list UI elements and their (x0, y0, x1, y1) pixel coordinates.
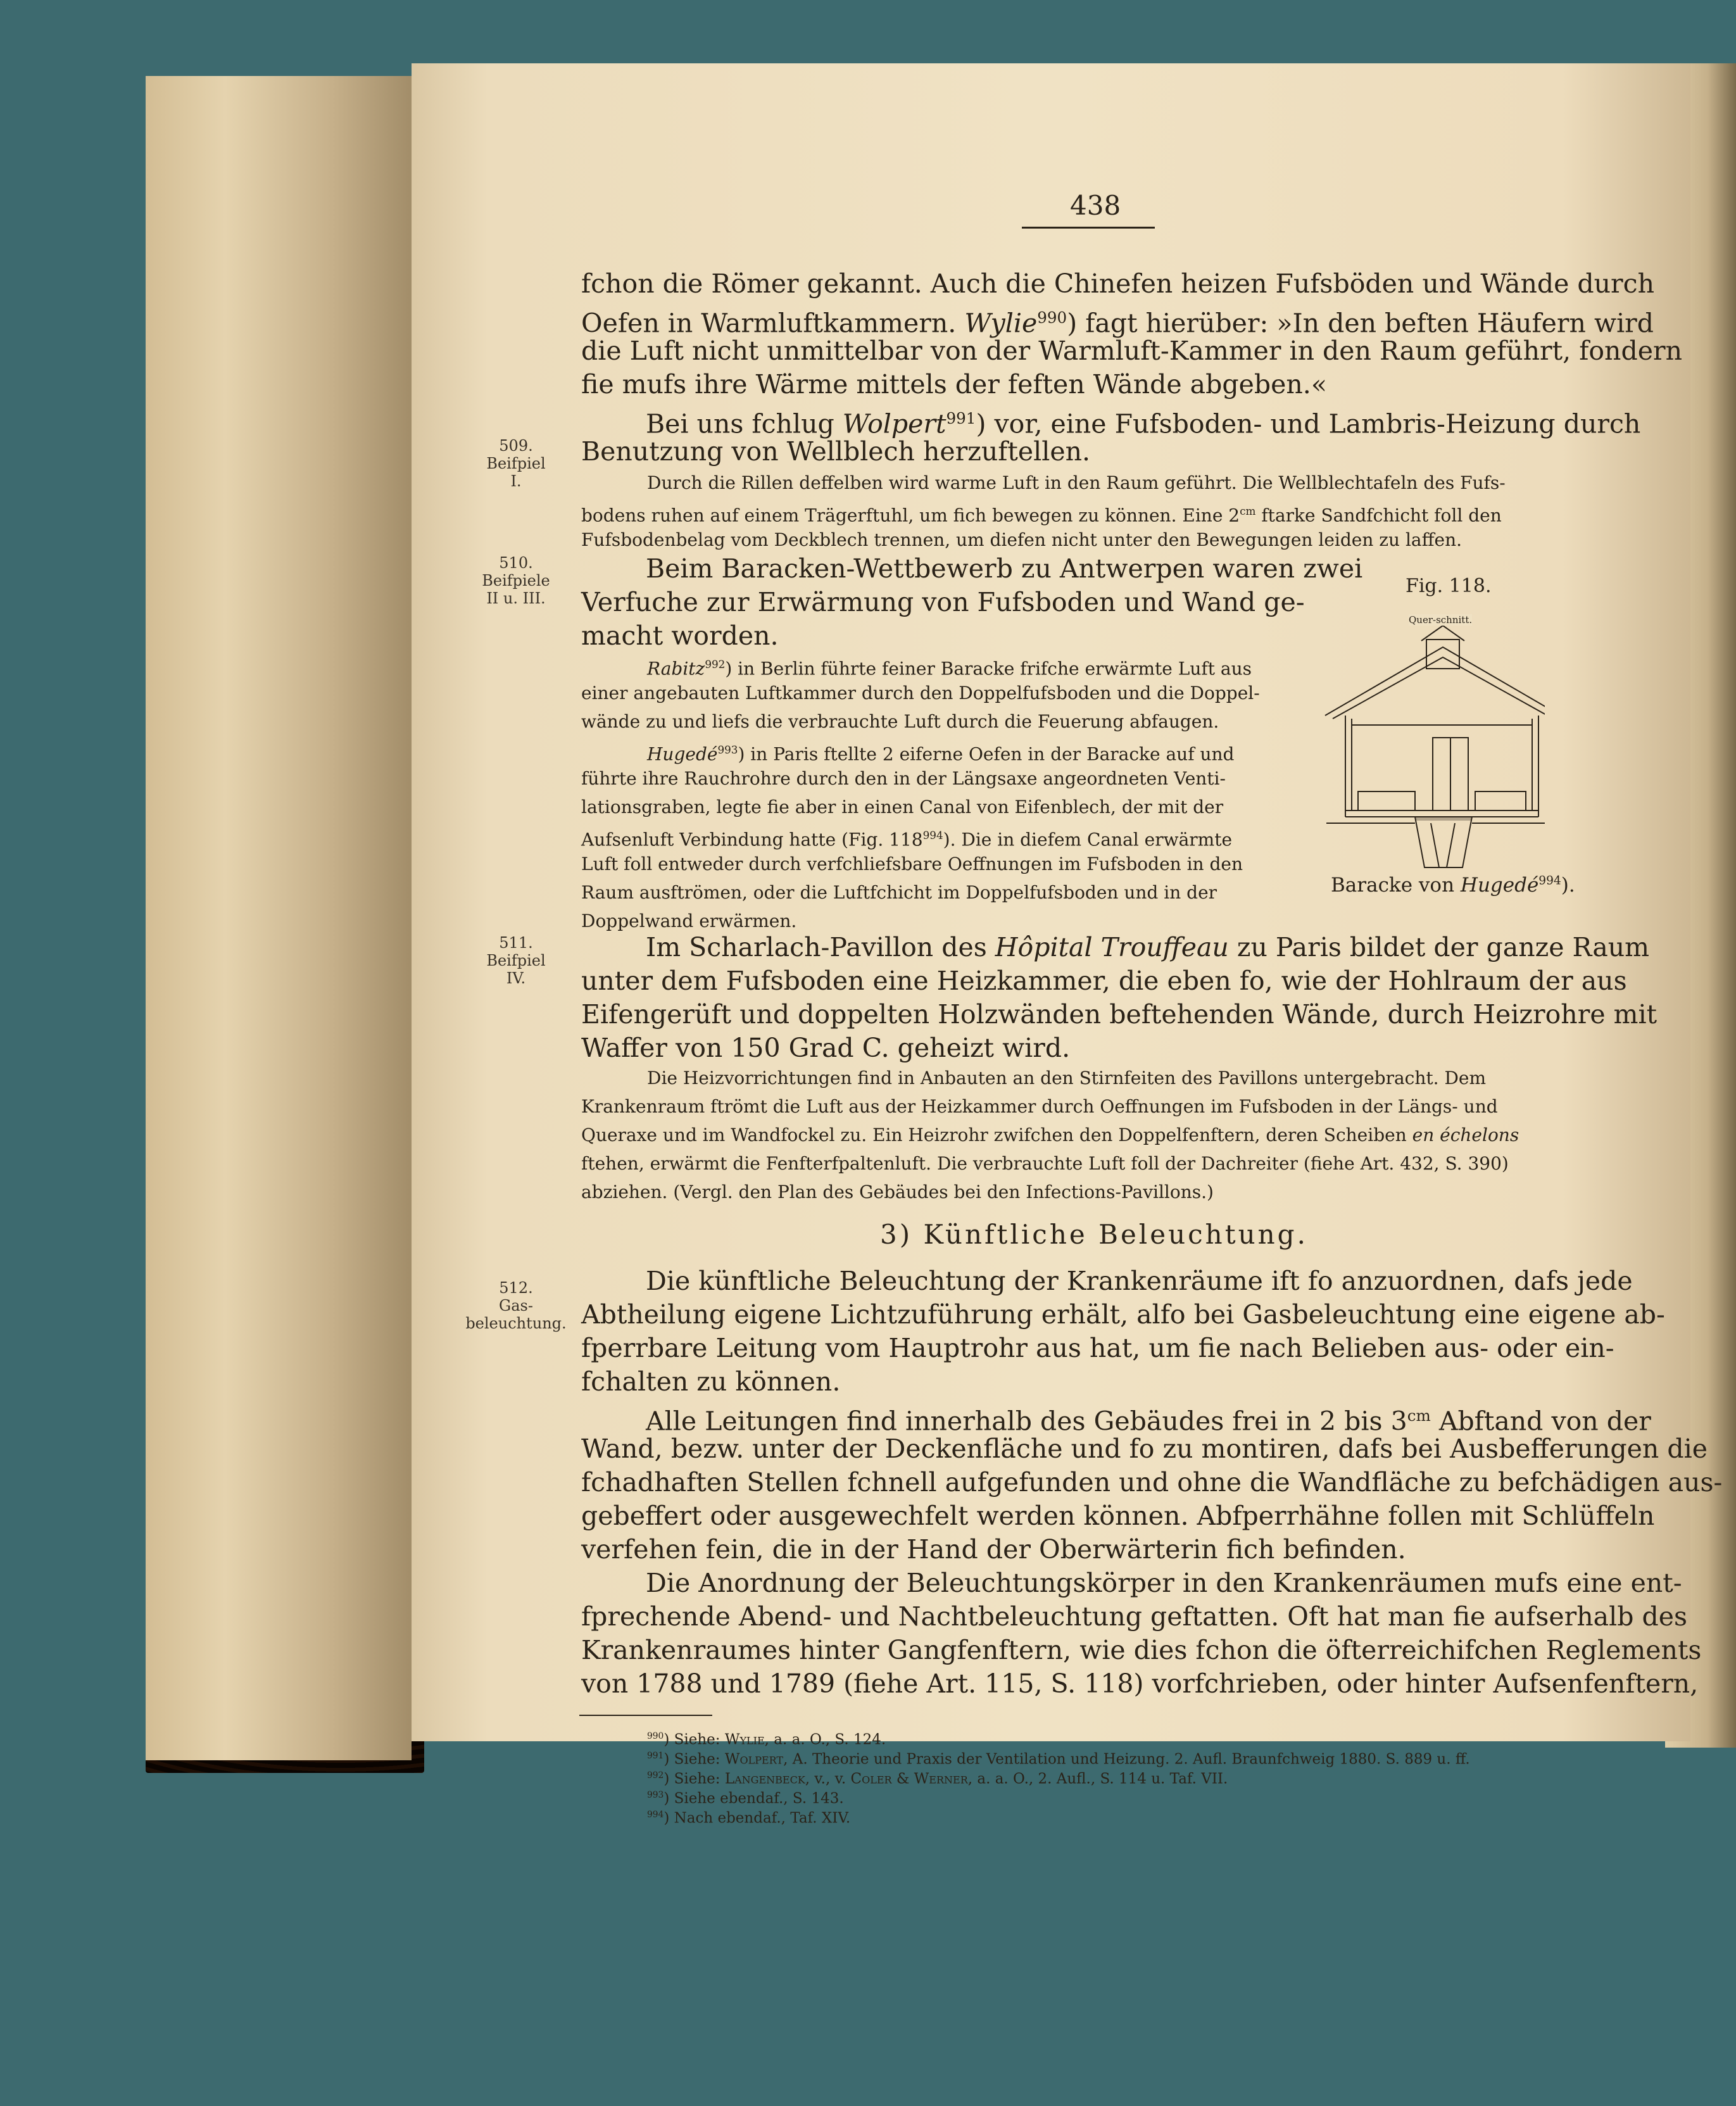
text-run: zu Paris bildet der ganze Raum (1228, 932, 1650, 962)
small-text-line: Raum ausftrömen, oder die Luftfchicht im Doppelfufsboden und in der (581, 882, 1217, 903)
text-run: Oefen in Warmluftkammern. (581, 308, 965, 339)
author-name: Werner (914, 1770, 968, 1788)
text-line: unter dem Fufsboden eine Heizkammer, die eben fo, wie der Hohlraum der aus (581, 966, 1627, 996)
text-line: Beim Baracken-Wettbewerb zu Antwerpen waren zwei (646, 553, 1363, 584)
author-name: Langenbeck (724, 1770, 805, 1788)
text-line: Eifengerüft und doppelten Holzwänden beftehenden Wände, durch Heizrohre mit (581, 999, 1657, 1030)
unit: cm (1407, 1406, 1431, 1425)
figure-caption-sup: 994 (1538, 874, 1561, 888)
text-line: fperrbare Leitung vom Hauptrohr aus hat, um fie nach Belieben aus- oder ein- (581, 1333, 1614, 1363)
text-line: macht worden. (581, 621, 779, 651)
text-line: fchon die Römer gekannt. Auch die Chinefen heizen Fufsböden und Wände durch (581, 268, 1655, 299)
text-line: Verfuche zur Erwärmung von Fufsboden und Wand ge- (581, 587, 1305, 617)
margin-note-label: Gas- (499, 1297, 533, 1315)
footnote-ref: 994 (922, 829, 943, 842)
text-run: ) fagt hierüber: »In den beften Häufern wird (1067, 308, 1654, 339)
margin-note-number: 509. (499, 437, 533, 455)
small-text-line (581, 821, 1232, 854)
footnote-number: 991 (647, 1751, 664, 1761)
barrack-cross-section-figure (1320, 608, 1545, 877)
text-line: Die künftliche Beleuchtung der Krankenräume ift fo anzuordnen, dafs jede (646, 1266, 1633, 1296)
small-text-line (581, 497, 1502, 529)
small-text-line: abziehen. (Vergl. den Plan des Gebäudes bei den Infections-Pavillons.) (581, 1182, 1214, 1202)
header-rule (1022, 227, 1155, 229)
text-run: & (891, 1770, 914, 1788)
text-run: , v., v. (805, 1770, 851, 1788)
text-line: verfehen fein, die in der Hand der Oberwärterin fich befinden. (581, 1534, 1406, 1565)
margin-note-label: Beifpiel (486, 455, 546, 472)
text-line: Die Anordnung der Beleuchtungskörper in den Krankenräumen mufs eine ent- (646, 1568, 1682, 1598)
margin-note-label: Beifpiele (482, 572, 550, 590)
small-text-line: einer angebauten Luftkammer durch den Doppelfufsboden und die Doppel- (581, 683, 1260, 703)
text-line: fie mufs ihre Wärme mittels der feften Wände abgeben.« (581, 369, 1327, 400)
text-run: ftarke Sandfchicht foll den (1255, 505, 1502, 526)
text-line: Krankenraumes hinter Gangfenftern, wie dies fchon die öfterreichifchen Reglements (581, 1635, 1702, 1665)
figure-caption-suffix: ). (1561, 874, 1575, 897)
small-text-line: Krankenraum ftrömt die Luft aus der Heizkammer durch Oeffnungen im Fufsboden in der Längs- und (581, 1096, 1498, 1117)
figure-caption (1331, 874, 1575, 897)
footnote-rule (579, 1715, 712, 1716)
text-line: die Luft nicht unmittelbar von der Warmluft-Kammer in den Raum geführt, fondern (581, 336, 1682, 366)
text-run: Alle Leitungen find innerhalb des Gebäudes frei in 2 bis 3 (646, 1406, 1407, 1437)
margin-note-512 (465, 1279, 567, 1332)
text-line: von 1788 und 1789 (fiehe Art. 115, S. 118) vorfchrieben, oder hinter Aufsenfenftern, (581, 1668, 1699, 1699)
author-name: Hugedé (647, 743, 718, 765)
text-run: ) Nach ebendaf., Taf. XIV. (664, 1810, 851, 1827)
text-line: Abtheilung eigene Lichtzuführung erhält, alfo bei Gasbeleuchtung eine eigene ab- (581, 1299, 1665, 1330)
text-run: , a. a. O., 2. Aufl., S. 114 u. Taf. VII. (967, 1770, 1228, 1788)
small-text-line: Die Heizvorrichtungen find in Anbauten an den Stirnfeiten des Pavillons untergebracht. Dem (647, 1068, 1487, 1088)
author-name: Rabitz (647, 658, 705, 679)
author-name: Wolpert (842, 408, 947, 439)
footnote-ref: 990 (1037, 308, 1067, 327)
text-run: ). Die in diefem Canal erwärmte (943, 829, 1233, 850)
text-run: ) Siehe: (664, 1731, 725, 1748)
margin-note-number: 510. (499, 554, 533, 572)
text-line: fchalten zu können. (581, 1366, 841, 1397)
page-number: 438 (1070, 190, 1121, 221)
footnote-ref: 992 (705, 658, 726, 671)
text-run: ) vor, eine Fufsboden- und Lambris-Heizung durch (976, 408, 1641, 439)
text-run: ) Siehe ebendaf., S. 143. (664, 1790, 844, 1807)
figure-caption-name: Hugedé (1460, 874, 1539, 897)
footnote-number: 993 (647, 1790, 664, 1800)
small-text-line: Fufsbodenbelag vom Deckblech trennen, um diefen nicht unter den Bewegungen leiden zu laffen. (581, 529, 1462, 550)
small-text-line: lationsgraben, legte fie aber in einen Canal von Eifenblech, der mit der (581, 797, 1224, 817)
margin-note-509 (472, 437, 560, 490)
text-line: fchadhaften Stellen fchnell aufgefunden und ohne die Wandfläche zu befchädigen aus- (581, 1467, 1723, 1498)
small-text-line (581, 1121, 1519, 1149)
foreign-phrase: en échelons (1412, 1125, 1519, 1145)
footnote-ref: 993 (717, 743, 738, 756)
footnote-994 (647, 1805, 850, 1829)
section-heading: 3) Künftliche Beleuchtung. (880, 1219, 1308, 1250)
footnote-number: 994 (647, 1810, 664, 1820)
author-name: Wolpert (724, 1751, 784, 1768)
small-text-line: ftehen, erwärmt die Fenfterfpaltenluft. Die verbrauchte Luft foll der Dachreiter (fiehe Art. 432, S. 390) (581, 1153, 1509, 1174)
small-text-line (647, 736, 1234, 768)
small-text-line (647, 650, 1252, 683)
text-run: Abftand von der (1430, 1406, 1651, 1437)
hospital-name: Hôpital Trouffeau (995, 932, 1229, 962)
text-line: gebeffert oder ausgewechfelt werden können. Abfperrhähne follen mit Schlüffeln (581, 1501, 1655, 1531)
margin-note-511 (472, 934, 560, 987)
small-text-line: Doppelwand erwärmen. (581, 911, 797, 931)
text-run: ) in Paris ftellte 2 eiferne Oefen in der Baracke auf und (738, 743, 1235, 765)
margin-note-label: Beifpiel (486, 952, 546, 969)
figure-caption-prefix: Baracke von (1331, 874, 1461, 897)
margin-note-number: 511. (499, 934, 533, 952)
page-edges (146, 76, 412, 1760)
text-run: Aufsenluft Verbindung hatte (Fig. 118 (581, 829, 923, 850)
small-text-line: Durch die Rillen deffelben wird warme Luft in den Raum geführt. Die Wellblechtafeln des Fufs- (647, 472, 1506, 493)
text-run: ) Siehe: (664, 1751, 725, 1768)
footnote-ref: 991 (946, 409, 976, 427)
text-line: Wand, bezw. unter der Deckenfläche und fo zu montiren, dafs bei Ausbefferungen die (581, 1434, 1708, 1464)
small-text-line: wände zu und liefs die verbrauchte Luft durch die Feuerung abfaugen. (581, 711, 1219, 732)
author-name: Wylie (724, 1731, 765, 1748)
unit: cm (1240, 505, 1256, 517)
barrack-drawing (1320, 608, 1545, 877)
text-run: bodens ruhen auf einem Trägerftuhl, um fich bewegen zu können. Eine 2 (581, 505, 1240, 526)
margin-note-number: 512. (499, 1279, 533, 1297)
text-run: , A. Theorie und Praxis der Ventilation und Heizung. 2. Aufl. Braunfchweig 1880. S. 889 u. ff. (783, 1751, 1470, 1768)
text-run: ) Siehe: (664, 1770, 725, 1788)
text-run: Queraxe und im Wandfockel zu. Ein Heizrohr zwifchen den Doppelfenftern, deren Scheiben (581, 1125, 1412, 1145)
small-text-line: führte ihre Rauchrohre durch den in der Längsaxe angeordneten Venti- (581, 768, 1226, 789)
text-run: Im Scharlach-Pavillon des (646, 932, 995, 962)
text-line (646, 931, 1649, 964)
text-run: ) in Berlin führte feiner Baracke frifche erwärmte Luft aus (725, 658, 1252, 679)
margin-note-sub: beleuchtung. (465, 1315, 567, 1332)
margin-note-sub: IV. (506, 969, 526, 987)
margin-note-sub: I. (510, 472, 522, 490)
footnote-number: 992 (647, 1770, 664, 1781)
text-run: , a. a. O., S. 124. (764, 1731, 886, 1748)
text-run: Bei uns fchlug (646, 408, 843, 439)
figure-section-label: Quer-schnitt. (1409, 614, 1473, 626)
text-line: Benutzung von Wellblech herzuftellen. (581, 436, 1091, 467)
margin-note-sub: II u. III. (486, 590, 546, 607)
author-name: Coler (850, 1770, 892, 1788)
footnote-number: 990 (647, 1731, 664, 1741)
small-text-line: Luft foll entweder durch verfchliefsbare Oeffnungen im Fufsboden in den (581, 854, 1243, 874)
text-line: Waffer von 150 Grad C. geheizt wird. (581, 1033, 1071, 1063)
text-line: fprechende Abend- und Nachtbeleuchtung geftatten. Oft hat man fie aufserhalb des (581, 1601, 1688, 1632)
author-name: Wylie (964, 308, 1038, 339)
figure-title: Fig. 118. (1406, 575, 1492, 597)
margin-note-510 (472, 554, 560, 607)
